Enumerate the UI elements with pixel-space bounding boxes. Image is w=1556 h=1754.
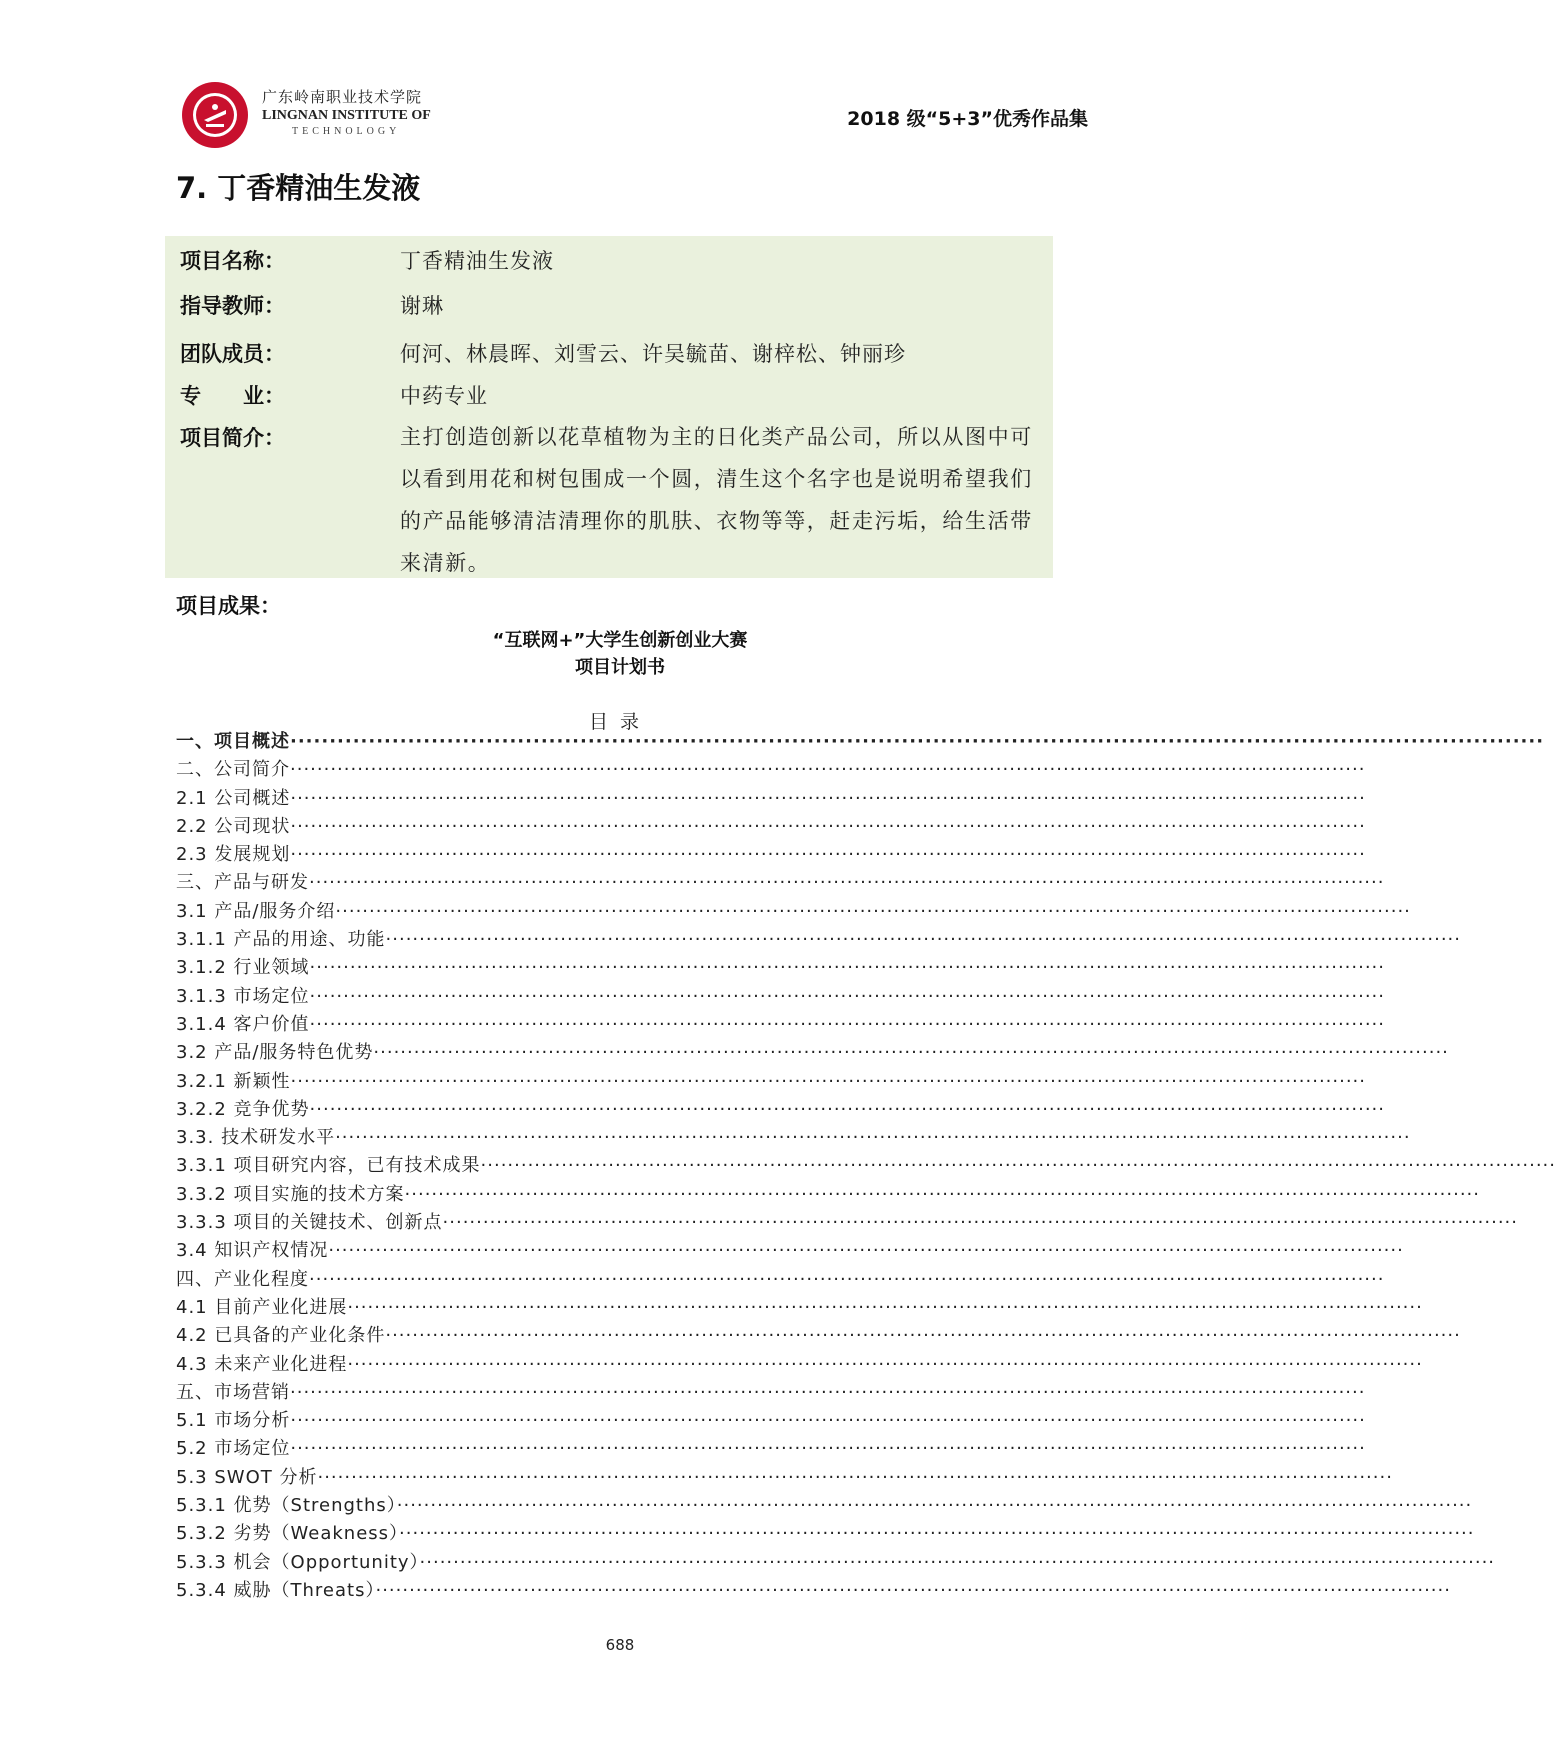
toc-entry: [176, 1435, 1366, 1463]
toc-leader-dots: ································································································································································: [335, 1127, 1411, 1149]
team-label: 团队成员：: [180, 342, 285, 366]
toc-entry-text: 4.3 未来产业化进程: [176, 1353, 348, 1375]
toc-entry-text: 2.3 发展规划: [176, 844, 291, 866]
toc-entry-text: 3.1 产品/服务介绍: [176, 900, 336, 922]
toc-leader-dots: ································································································································································: [309, 1098, 1385, 1120]
teacher-label: 指导教师：: [180, 294, 285, 318]
toc-entry-text: 3.1.1 产品的用途、功能: [176, 929, 386, 951]
school-logo: [180, 80, 250, 150]
toc-leader-dots: ································································································································································: [309, 1013, 1385, 1035]
toc-entry: [176, 1577, 1451, 1605]
toc-entry: [176, 756, 1366, 784]
toc-entry: [176, 1152, 1556, 1180]
toc-entry-text: 五、市场营销: [176, 1381, 290, 1403]
toc-leader-dots: ································································································································································: [290, 787, 1366, 809]
toc-entry-text: 3.1.4 客户价值: [176, 1013, 310, 1035]
section-title: 7. 丁香精油生发液: [176, 171, 421, 205]
toc-entry: [176, 1492, 1473, 1520]
toc-entry-text: 3.1.2 行业领域: [176, 957, 310, 979]
table-of-contents: [176, 728, 1556, 1605]
toc-entry-text: 5.3 SWOT 分析: [176, 1466, 318, 1488]
school-name-cn: 广东岭南职业技术学院: [262, 88, 423, 106]
toc-leader-dots: ································································································································································: [290, 1070, 1366, 1092]
toc-entry-text: 四、产业化程度: [176, 1268, 309, 1290]
school-name-en-sub: TECHNOLOGY: [292, 126, 401, 137]
toc-entry: [176, 1039, 1449, 1067]
toc-leader-dots: ································································································································································: [419, 1551, 1496, 1573]
toc-entry: [176, 983, 1385, 1011]
toc-leader-dots: ································································································································································: [442, 1212, 1518, 1234]
toc-entry: [176, 728, 1545, 756]
page-number: 688: [605, 1636, 635, 1654]
teacher-value: 谢琳: [400, 294, 444, 318]
toc-leader-dots: ································································································································································: [309, 1268, 1385, 1290]
result-label: 项目成果：: [176, 594, 281, 618]
toc-leader-dots: ································································································································································: [385, 929, 1461, 951]
toc-title: 目录: [588, 711, 651, 733]
toc-entry: [176, 813, 1366, 841]
toc-leader-dots: ································································································································································: [309, 985, 1385, 1007]
project-name-value: 丁香精油生发液: [400, 249, 554, 273]
toc-entry: [176, 841, 1366, 869]
toc-entry-text: 5.3.4 威胁（Threats）: [176, 1579, 376, 1601]
toc-entry: [176, 1181, 1480, 1209]
toc-leader-dots: ································································································································································: [335, 900, 1411, 922]
toc-entry: [176, 1068, 1366, 1096]
toc-leader-dots: ································································································································································: [317, 1466, 1393, 1488]
toc-entry-text: 3.2 产品/服务特色优势: [176, 1042, 374, 1064]
toc-entry-text: 二、公司简介: [176, 759, 290, 781]
toc-leader-dots: ································································································································································: [309, 872, 1385, 894]
school-name-en: LINGNAN INSTITUTE OF: [262, 108, 431, 123]
toc-entry-text: 2.2 公司现状: [176, 815, 291, 837]
toc-entry: [176, 785, 1366, 813]
toc-leader-dots: ································································································································································: [328, 1240, 1404, 1262]
toc-entry-text: 3.3.1 项目研究内容，已有技术成果: [176, 1155, 481, 1177]
toc-entry: [176, 1011, 1385, 1039]
toc-entry-text: 3.2.1 新颖性: [176, 1070, 291, 1092]
toc-leader-dots: ································································································································································: [375, 1579, 1451, 1601]
toc-entry: [176, 1209, 1518, 1237]
toc-entry-text: 5.3.3 机会（Opportunity）: [176, 1551, 420, 1573]
toc-leader-dots: ································································································································································: [347, 1353, 1423, 1375]
toc-entry-text: 2.1 公司概述: [176, 787, 291, 809]
toc-leader-dots: ································································································································································: [290, 731, 1545, 752]
toc-leader-dots: ································································································································································: [404, 1183, 1480, 1205]
toc-entry: [176, 1379, 1366, 1407]
toc-entry: [176, 1407, 1366, 1435]
toc-leader-dots: ································································································································································: [290, 1410, 1366, 1432]
toc-entry: [176, 926, 1461, 954]
toc-entry: [176, 869, 1385, 897]
major-label: 专 业：: [180, 384, 285, 408]
toc-leader-dots: ································································································································································: [399, 1523, 1475, 1545]
toc-entry-text: 5.1 市场分析: [176, 1410, 291, 1432]
toc-leader-dots: ································································································································································: [373, 1042, 1449, 1064]
toc-entry-text: 3.2.2 竞争优势: [176, 1098, 310, 1120]
toc-entry: [176, 1266, 1385, 1294]
toc-entry-text: 3.3.3 项目的关键技术、创新点: [176, 1212, 443, 1234]
toc-leader-dots: ································································································································································: [290, 815, 1366, 837]
toc-leader-dots: ································································································································································: [290, 844, 1366, 866]
toc-entry: [176, 1124, 1411, 1152]
plan-subtitle: 项目计划书: [575, 657, 665, 678]
toc-entry: [176, 1294, 1423, 1322]
toc-entry: [176, 1096, 1385, 1124]
toc-entry-text: 3.4 知识产权情况: [176, 1240, 329, 1262]
toc-entry-text: 5.3.2 劣势（Weakness）: [176, 1523, 400, 1545]
toc-entry: [176, 1351, 1423, 1379]
toc-leader-dots: ································································································································································: [396, 1495, 1473, 1517]
toc-entry-text: 4.2 已具备的产业化条件: [176, 1325, 386, 1347]
toc-entry-text: 三、产品与研发: [176, 872, 309, 894]
project-name-label: 项目名称：: [180, 249, 285, 273]
toc-leader-dots: ································································································································································: [290, 1438, 1366, 1460]
plan-title: “互联网+”大学生创新创业大赛: [492, 630, 748, 651]
toc-entry: [176, 898, 1411, 926]
toc-leader-dots: ································································································································································: [290, 1381, 1366, 1403]
toc-leader-dots: ································································································································································: [385, 1325, 1461, 1347]
toc-leader-dots: ································································································································································: [290, 759, 1366, 781]
toc-leader-dots: ································································································································································: [347, 1296, 1423, 1318]
toc-entry: [176, 1520, 1475, 1548]
toc-entry-text: 5.3.1 优势（Strengths）: [176, 1495, 397, 1517]
toc-entry: [176, 1322, 1461, 1350]
toc-entry-text: 5.2 市场定位: [176, 1438, 291, 1460]
toc-entry: [176, 1464, 1393, 1492]
toc-entry: [176, 1549, 1496, 1577]
toc-entry-text: 3.3. 技术研发水平: [176, 1127, 336, 1149]
intro-label: 项目简介：: [180, 426, 285, 450]
toc-entry-text: 3.3.2 项目实施的技术方案: [176, 1183, 405, 1205]
toc-entry-text: 3.1.3 市场定位: [176, 985, 310, 1007]
toc-leader-dots: ································································································································································: [480, 1155, 1556, 1177]
toc-leader-dots: ································································································································································: [309, 957, 1385, 979]
toc-entry-text: 4.1 目前产业化进展: [176, 1296, 348, 1318]
toc-entry-text: 一、项目概述: [176, 731, 290, 752]
toc-entry: [176, 1237, 1404, 1265]
major-value: 中药专业: [400, 384, 488, 408]
intro-value: 主打创造创新以花草植物为主的日化类产品公司，所以从图中可以看到用花和树包围成一个圆，清生这个名字也是说明希望我们的产品能够清洁清理你的肌肤、衣物等等，赶走污垢，给生活带来清新。: [400, 425, 1033, 575]
team-value: 何河、林晨晖、刘雪云、许吴毓苗、谢梓松、钟丽珍: [400, 342, 906, 366]
collection-title: 2018 级“5+3”优秀作品集: [847, 108, 1088, 130]
toc-entry: [176, 954, 1385, 982]
